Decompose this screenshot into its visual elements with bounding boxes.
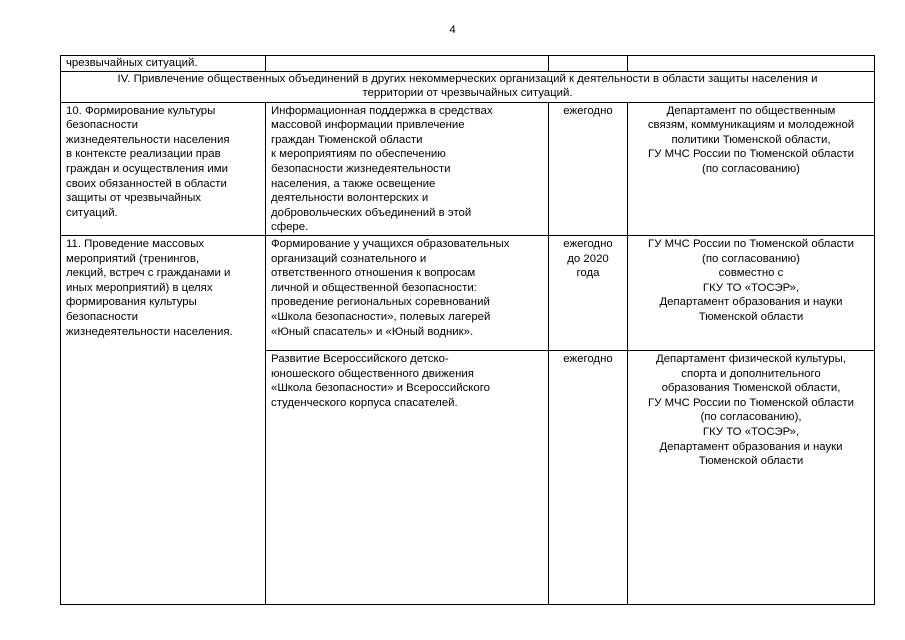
section-header-cell bbox=[61, 71, 875, 102]
period-cell: ежегодно bbox=[549, 350, 628, 604]
activity-cell: 10. Формирование культуры безопасности жизнедеятельности населения в контексте реализации прав граждан и осуществления ими своих обязанностей в области защиты от чрезвычайных ситуаций. bbox=[61, 102, 266, 235]
content-cell: Развитие Всероссийского детско- юношеского общественного движения «Школа безопасности» и Всероссийского студенческого корпуса спасателей. bbox=[266, 350, 549, 604]
period-cell: ежегодно bbox=[549, 102, 628, 235]
table-row bbox=[61, 235, 875, 350]
continuation-activity-cell: чрезвычайных ситуаций. bbox=[61, 56, 266, 72]
continuation-period-cell bbox=[549, 56, 628, 72]
action-plan-table bbox=[60, 55, 875, 605]
content-cell: Формирование у учащихся образовательных организаций сознательного и ответственного отношения к вопросам личной и общественной безопасности: проведение региональных соревнований «Школа безопасности», полевых лагерей «Юный спасатель» и «Юный водник». bbox=[266, 235, 549, 350]
continuation-responsible-cell bbox=[628, 56, 875, 72]
responsible-cell: ГУ МЧС России по Тюменской области (по согласованию) совместно с ГКУ ТО «ТОСЭР», Департамент образования и науки Тюменской области bbox=[628, 235, 875, 350]
page-number: 4 bbox=[449, 24, 456, 36]
responsible-cell: Департамент по общественным связям, коммуникациям и молодежной политики Тюменской области, ГУ МЧС России по Тюменской области (по согласованию) bbox=[628, 102, 875, 235]
section-header-row bbox=[61, 71, 875, 102]
table-row bbox=[61, 102, 875, 235]
responsible-cell: Департамент физической культуры, спорта и дополнительного образования Тюменской области, ГУ МЧС России по Тюменской области (по согласованию), ГКУ ТО «ТОСЭР», Департамент образования и науки Тюменской области bbox=[628, 350, 875, 604]
continuation-row bbox=[61, 56, 875, 72]
section-title: IV. Привлечение общественных объединений в других некоммерческих организаций к деятельности в области защиты населения и территории от чрезвычайных ситуаций. bbox=[117, 72, 818, 100]
period-cell: ежегодно до 2020 года bbox=[549, 235, 628, 350]
activity-cell: 11. Проведение массовых мероприятий (тренингов, лекций, встреч с гражданами и иных мероприятий) в целях формирования культуры безопасности жизнедеятельности населения. bbox=[61, 235, 266, 604]
content-cell: Информационная поддержка в средствах массовой информации привлечение граждан Тюменской области к мероприятиям по обеспечению безопасности жизнедеятельности населения, а также освещение деятельности волонтерских и добровольческих объединений в этой сфере. bbox=[266, 102, 549, 235]
continuation-content-cell bbox=[266, 56, 549, 72]
